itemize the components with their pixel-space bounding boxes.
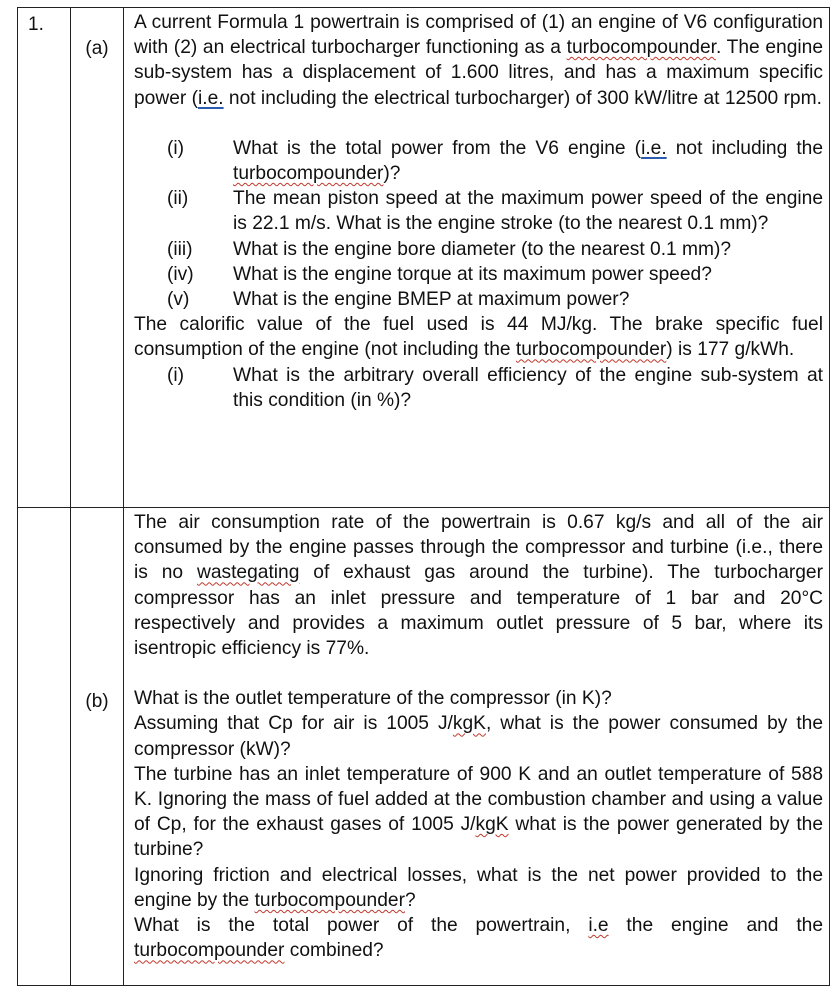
intro-term: turbocompounder	[566, 37, 716, 59]
sub-question-text: What is the arbitrary overall efficiency of the engine sub-system at this condition (in %)?	[233, 364, 823, 411]
sub-question-text: What is the total power from the V6 engine (i.e. not including the turbocompounder)?	[233, 137, 824, 185]
row-part-b	[18, 508, 830, 986]
sub-question-number: (v)	[167, 289, 190, 311]
row-part-a	[18, 8, 830, 508]
part-a-intro	[134, 10, 823, 111]
part-a-content	[124, 8, 829, 413]
sub-question-number: (i)	[167, 137, 185, 159]
number-cell-empty	[18, 508, 71, 986]
question-table	[17, 7, 830, 986]
sub-question-number: (ii)	[167, 188, 189, 210]
number-cell	[18, 8, 71, 508]
sub-question-text: The mean piston speed at the maximum power speed of the engine is 22.1 m/s. What is the engine stroke (to the nearest 0.1 mm)?	[233, 188, 823, 235]
sub-question-number: (iv)	[167, 263, 194, 285]
sub-question	[134, 287, 823, 312]
part-b-intro: The air consumption rate of the powertrain is 0.67 kg/s and all of the air consumed by the engine passes through the compressor and turbine (i.e., there is no wastegating of exhaust gas around the turbine). The turbocharger compressor has an inlet pressure and temperature of 1 bar and 20°C respectively and provides a maximum outlet pressure of 5 bar, where its isentropic efficiency is 77%.	[134, 512, 823, 660]
sub-question-number: (iii)	[167, 238, 193, 260]
part-b-question: Ignoring friction and electrical losses, what is the net power provided to the engine by the turbocompounder?	[134, 864, 823, 911]
sub-question-number: (i)	[167, 364, 185, 386]
part-b-content	[124, 508, 829, 963]
part-a-label: (a)	[85, 38, 109, 59]
sub-question	[134, 237, 823, 262]
part-b-label: (b)	[85, 691, 109, 712]
part-b-question: The turbine has an inlet temperature of 900 K and an outlet temperature of 588 K. Ignoring the mass of fuel added at the combustion chamber and using a value of Cp, for the exhaust gases of 1005 J/kgK what is the power generated by the turbine?	[134, 763, 823, 861]
fuel-paragraph: The calorific value of the fuel used is 44 MJ/kg. The brake specific fuel consumption of the engine (not including the turbocompounder) is 177 g/kWh.	[134, 314, 823, 361]
sub-question	[134, 363, 823, 413]
intro-text: A current Formula 1 powertrain is comprised of (1) an engine of V6 configuration with (2) an electrical turbocharger functioning as a	[134, 12, 823, 59]
question-number: 1.	[28, 14, 44, 35]
sub-question-text: What is the engine BMEP at maximum power?	[233, 289, 630, 311]
content-cell-a	[124, 8, 830, 508]
part-b-question: Assuming that Cp for air is 1005 J/kgK, what is the power consumed by the compressor (kW)?	[134, 713, 824, 760]
part-cell-a	[71, 8, 124, 508]
intro-text: not including the electrical turbocharger) of 300 kW/litre at 12500 rpm.	[223, 87, 822, 109]
sub-question-text: What is the engine torque at its maximum power speed?	[233, 263, 712, 285]
part-b-question: What is the outlet temperature of the compressor (in K)?	[134, 688, 612, 710]
sub-question	[134, 262, 823, 287]
part-cell-b	[71, 508, 124, 986]
content-cell-b	[124, 508, 830, 986]
sub-question	[134, 136, 823, 186]
intro-text: . The engine sub-system has a displacement of 1.600 litres, and has a maximum specific power (	[134, 37, 823, 109]
sub-question-text: What is the engine bore diameter (to the nearest 0.1 mm)?	[233, 238, 732, 260]
part-b-question: What is the total power of the powertrain, i.e the engine and the turbocompounder combined?	[134, 915, 823, 962]
intro-term: i.e.	[197, 87, 224, 109]
sub-question	[134, 186, 823, 236]
